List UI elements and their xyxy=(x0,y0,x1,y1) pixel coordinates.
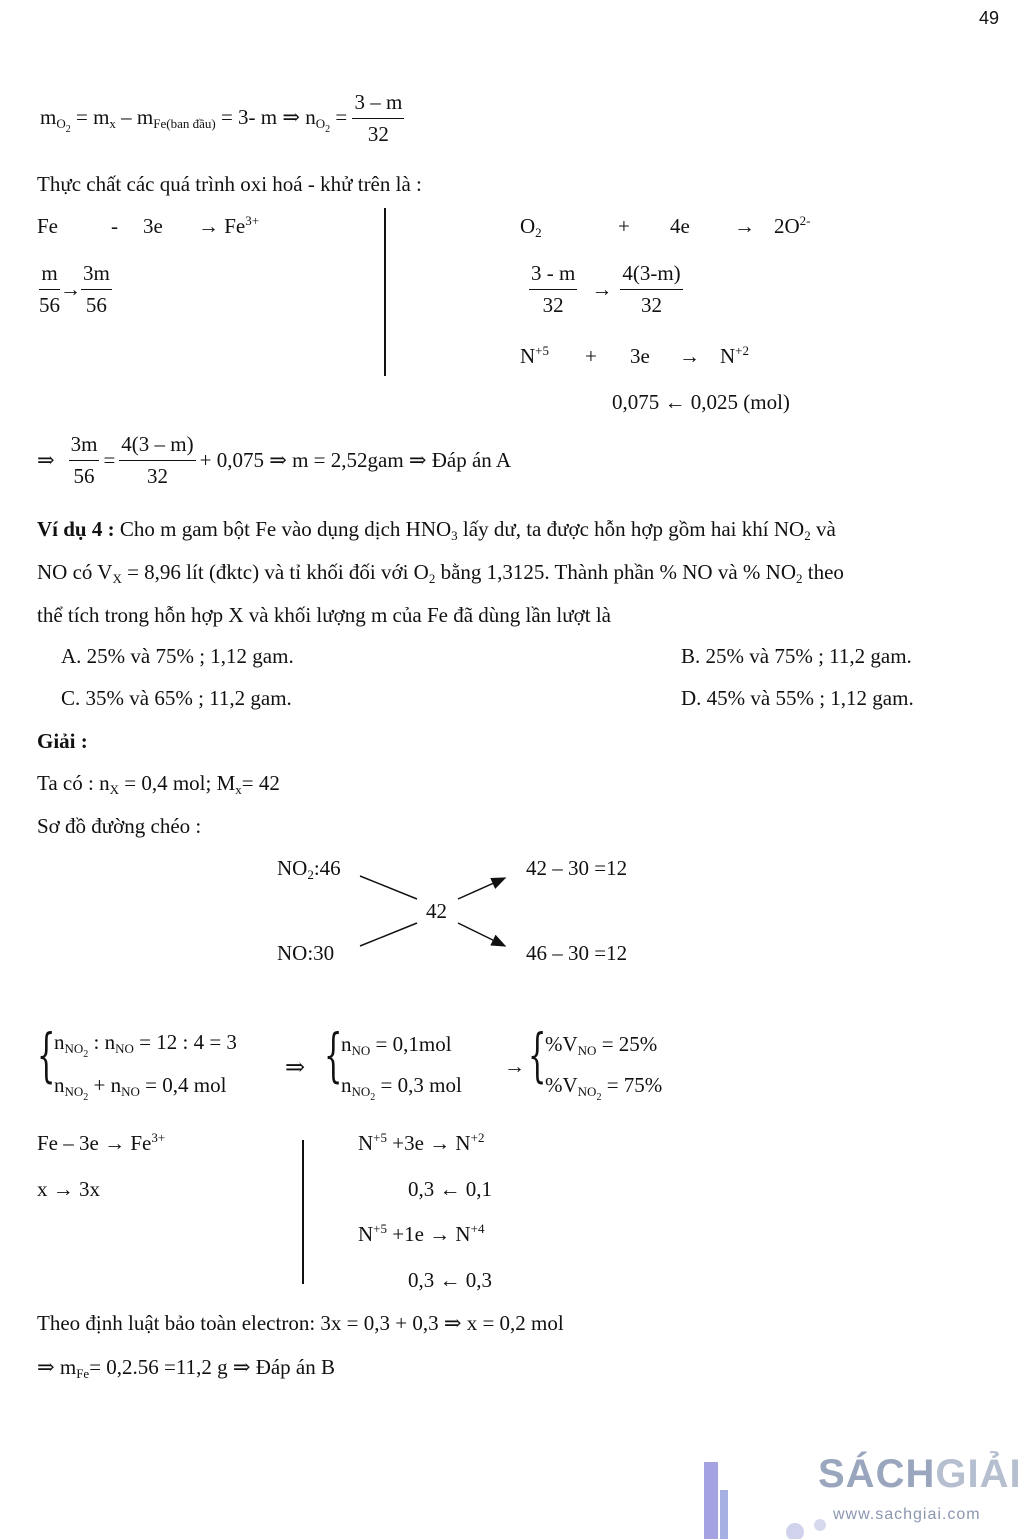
page-number: 49 xyxy=(979,8,1000,28)
cross-top-right: 42 – 30 =12 xyxy=(526,856,628,880)
option-b: B. 25% và 75% ; 11,2 gam. xyxy=(681,644,912,668)
option-d: D. 45% và 55% ; 1,12 gam. xyxy=(681,686,914,710)
solution-title: Giải : xyxy=(37,729,88,753)
option-c: C. 35% và 65% ; 11,2 gam. xyxy=(61,686,292,710)
o2-plus: + xyxy=(618,214,630,238)
example4-line2: NO có $V_X = 8,96$ lít (đktc) và tỉ khối đối với $O_2$ bằng 1,3125. Thành phần % NO và % $NO_2$ theo xyxy=(37,560,844,586)
example4-line3: thể tích trong hỗn hợp X và khối lượng m của Fe đã dùng lần lượt là xyxy=(37,603,611,627)
cross-arrow-bottom-right xyxy=(458,923,505,946)
n5-electrons: 3e xyxy=(630,344,650,368)
brand-name: SÁCHGIẢI xyxy=(818,1452,1022,1496)
cross-line-bottom-left xyxy=(360,923,417,946)
o2-electrons: 4e xyxy=(670,214,690,238)
diagram-title: Sơ đồ đường chéo : xyxy=(37,814,202,838)
fe-oxidation: Fe xyxy=(37,214,58,238)
fe-mole-relation: $\frac{m}{56}$ → $\frac{3m}{56}$ xyxy=(39,261,110,317)
divider-line-2 xyxy=(302,1140,304,1284)
o2-arrow: → xyxy=(734,214,755,238)
n-mole-relation: 0,075 ← 0,025 (mol) xyxy=(612,390,790,414)
fe-minus: - xyxy=(111,214,118,238)
system-arrow: → xyxy=(504,1054,525,1078)
n5-arrow: → xyxy=(679,344,700,368)
brand-url: www.sachgiai.com xyxy=(833,1506,981,1523)
electron-conservation: Theo định luật bảo toàn electron: 3x = 0,3 + 0,3 ⇒ x = 0,2 mol xyxy=(37,1311,564,1335)
given-data: Ta có : $n_X = 0,4$ mol; $M_x= 42$ xyxy=(37,771,280,797)
option-a: A. 25% và 75% ; 1,12 gam. xyxy=(61,644,294,668)
cross-center: 42 xyxy=(426,899,447,923)
watermark-logo xyxy=(700,1440,1024,1539)
cross-bottom-right: 46 – 30 =12 xyxy=(526,941,628,965)
n5-reduction: $N^{+5}$ xyxy=(520,343,550,368)
result-equation-1: ⇒ $\frac{3m}{56}$ = $\frac{4(3 - m)}{32}$ + 0,075 ⇒ m = 2,52gam ⇒ Đáp án A xyxy=(37,432,512,488)
fe-oxidation-2: $Fe - 3e \to Fe^{3+}$ xyxy=(37,1130,166,1155)
cross-bottom-left: NO:30 xyxy=(277,941,335,965)
final-answer: ⇒ $m_{Fe}= 0,2.56 =11,2$ g ⇒ Đáp án B xyxy=(37,1355,336,1381)
o2-mole-relation: $\frac{3 - m}{32}$ → $\frac{4(3-m)}{32}$ xyxy=(531,261,681,317)
example4-line1: Ví dụ 4 : Cho m gam bột Fe vào dụng dịch $HNO_3$ lấy dư, ta được hỗn hợp gồm hai khí $NO_2$ và xyxy=(37,517,836,543)
cross-arrow-top-right xyxy=(458,878,505,899)
cross-line-top-left xyxy=(360,876,417,899)
system-implies: ⇒ xyxy=(285,1055,306,1081)
fe-product: → $Fe^{3+}$ xyxy=(198,213,260,238)
n5-to-n4: $N^{+5} +1e \to N^{+4}$ xyxy=(358,1221,485,1246)
n2-moles: 0,3 ← 0,1 xyxy=(408,1177,492,1201)
cross-top-left: $NO_2:46$ xyxy=(277,856,341,882)
oxide-ion: $2O^{2-}$ xyxy=(774,213,811,238)
o2-reduction: $O_2$ xyxy=(520,214,542,240)
n4-moles: 0,3 ← 0,3 xyxy=(408,1268,492,1292)
n5-to-n2: $N^{+5} +3e \to N^{+2}$ xyxy=(358,1130,485,1155)
n5-plus: + xyxy=(585,344,597,368)
fe-electrons: 3e xyxy=(143,214,163,238)
oxygen-moles-fraction: $\frac{3 - m}{32}$ xyxy=(354,90,403,146)
oxygen-mass-equation: $m_{O_2} = m_x - m_{Fe(ban đầu)} = 3-$ m ⇒ $n_{O_2}$ = $\frac{3 - m}{32}$ xyxy=(40,90,403,146)
n2-product: $N^{+2}$ xyxy=(720,343,750,368)
intro-text: Thực chất các quá trình oxi hoá - khử trên là : xyxy=(37,172,422,196)
fe-moles-2: x → 3x xyxy=(37,1177,100,1201)
